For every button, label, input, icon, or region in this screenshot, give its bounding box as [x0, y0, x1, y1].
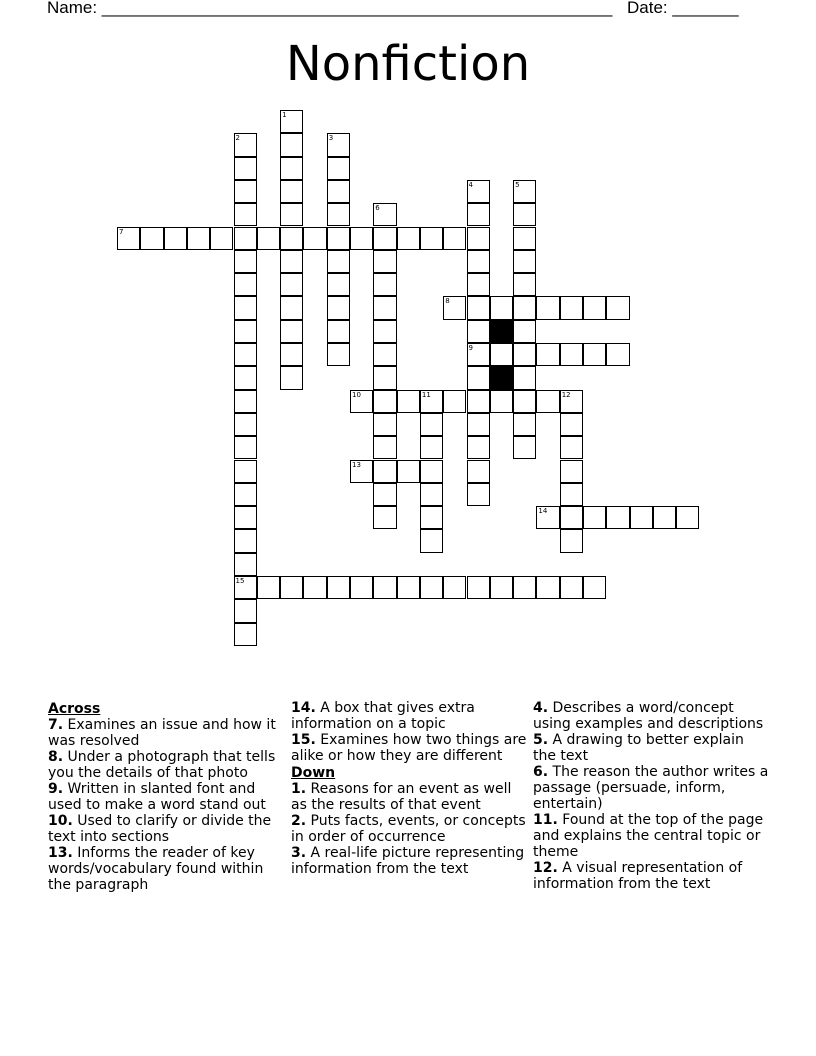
blocked-cell	[490, 320, 513, 343]
crossword-cell[interactable]	[467, 273, 490, 296]
crossword-cell[interactable]	[467, 296, 490, 319]
clue-text: The reason the author writes a passage (persuade, inform, entertain)	[533, 764, 769, 812]
clue-text: Found at the top of the page and explains the central topic or theme	[533, 812, 764, 860]
crossword-cell[interactable]	[513, 320, 536, 343]
crossword-cell[interactable]	[397, 576, 420, 599]
crossword-cell[interactable]	[560, 343, 583, 366]
crossword-cell[interactable]	[234, 366, 257, 389]
crossword-cell[interactable]	[327, 273, 350, 296]
name-field-label[interactable]: Name: ______________________________________________________	[47, 0, 613, 17]
crossword-cell[interactable]	[420, 529, 443, 552]
crossword-cell[interactable]	[234, 250, 257, 273]
down-clue	[533, 860, 769, 892]
clue-text: Describes a word/concept using examples and descriptions	[533, 700, 764, 732]
clue-text: Reasons for an event as well as the results of that event	[291, 781, 512, 813]
crossword-cell[interactable]	[583, 343, 606, 366]
clue-text: Written in slanted font and used to make a word stand out	[48, 781, 266, 813]
crossword-cell[interactable]	[467, 483, 490, 506]
crossword-cell[interactable]	[373, 413, 396, 436]
crossword-cell[interactable]	[490, 576, 513, 599]
crossword-cell[interactable]	[467, 227, 490, 250]
clue-text: Informs the reader of key words/vocabulary found within the paragraph	[48, 845, 264, 893]
crossword-cell[interactable]	[257, 576, 280, 599]
down-clue-list-continued	[533, 700, 769, 892]
crossword-cell[interactable]	[373, 250, 396, 273]
crossword-cell[interactable]	[467, 460, 490, 483]
clue-number-label: 15.	[291, 732, 316, 748]
crossword-cell[interactable]	[373, 506, 396, 529]
crossword-cell[interactable]	[234, 227, 257, 250]
crossword-cell[interactable]	[280, 250, 303, 273]
crossword-cell[interactable]	[560, 390, 583, 413]
clue-text: Examines an issue and how it was resolved	[48, 717, 276, 749]
crossword-cell[interactable]	[327, 320, 350, 343]
crossword-cell[interactable]	[373, 460, 396, 483]
clue-number: 8	[445, 297, 450, 306]
crossword-cell[interactable]	[443, 576, 466, 599]
crossword-cell[interactable]	[327, 157, 350, 180]
crossword-cell[interactable]	[280, 320, 303, 343]
crossword-cell[interactable]	[513, 413, 536, 436]
crossword-cell[interactable]	[327, 250, 350, 273]
crossword-cell[interactable]	[420, 390, 443, 413]
crossword-cell[interactable]	[490, 343, 513, 366]
crossword-cell[interactable]	[560, 529, 583, 552]
clue-text: Under a photograph that tells you the details of that photo	[48, 749, 276, 781]
clue-text: Puts facts, events, or concepts in order of occurrence	[291, 813, 526, 845]
crossword-cell[interactable]	[467, 320, 490, 343]
clue-number: 13	[352, 460, 361, 469]
crossword-cell[interactable]	[234, 203, 257, 226]
crossword-cell[interactable]	[280, 296, 303, 319]
crossword-cell[interactable]	[513, 296, 536, 319]
clue-number-label: 4.	[533, 700, 549, 716]
crossword-cell[interactable]	[350, 390, 373, 413]
crossword-cell[interactable]	[676, 506, 699, 529]
crossword-cell[interactable]	[467, 180, 490, 203]
crossword-cell[interactable]	[583, 576, 606, 599]
crossword-cell[interactable]	[397, 390, 420, 413]
crossword-cell[interactable]	[327, 296, 350, 319]
crossword-cell[interactable]	[467, 250, 490, 273]
crossword-cell[interactable]	[583, 506, 606, 529]
crossword-cell[interactable]	[560, 460, 583, 483]
crossword-cell[interactable]	[420, 227, 443, 250]
crossword-cell[interactable]	[536, 343, 559, 366]
crossword-cell[interactable]	[234, 390, 257, 413]
crossword-cell[interactable]	[467, 366, 490, 389]
down-clue-list	[291, 781, 527, 877]
crossword-cell[interactable]	[303, 576, 326, 599]
crossword-cell[interactable]	[327, 203, 350, 226]
crossword-cell[interactable]	[536, 506, 559, 529]
clue-number: 1	[282, 111, 287, 119]
crossword-cell[interactable]	[280, 203, 303, 226]
date-field-label[interactable]: Date: _______	[627, 0, 739, 17]
crossword-cell[interactable]	[234, 599, 257, 622]
crossword-cell[interactable]	[467, 576, 490, 599]
crossword-cell[interactable]	[234, 506, 257, 529]
across-clue	[48, 717, 284, 749]
crossword-cell[interactable]	[560, 296, 583, 319]
clue-number: 10	[352, 390, 361, 399]
crossword-cell[interactable]	[420, 460, 443, 483]
clue-text: A real-life picture representing information from the text	[291, 845, 525, 877]
crossword-cell[interactable]	[513, 576, 536, 599]
crossword-cell[interactable]	[606, 506, 629, 529]
crossword-cell[interactable]	[303, 227, 326, 250]
clue-number-label: 3.	[291, 845, 307, 861]
crossword-cell[interactable]	[443, 390, 466, 413]
crossword-cell[interactable]	[420, 413, 443, 436]
crossword-cell[interactable]	[373, 203, 396, 226]
clue-number-label: 7.	[48, 717, 64, 733]
crossword-cell[interactable]	[373, 483, 396, 506]
crossword-cell[interactable]	[234, 483, 257, 506]
across-clue	[291, 732, 527, 764]
crossword-cell[interactable]	[234, 413, 257, 436]
clue-number-label: 12.	[533, 860, 558, 876]
crossword-cell[interactable]	[280, 227, 303, 250]
clue-text: Examines how two things are alike or how they are different	[291, 732, 527, 764]
crossword-cell[interactable]	[467, 436, 490, 459]
crossword-cell[interactable]	[234, 436, 257, 459]
crossword-cell[interactable]	[373, 390, 396, 413]
clue-number: 5	[515, 180, 520, 189]
crossword-cell[interactable]	[280, 343, 303, 366]
crossword-cell[interactable]	[373, 273, 396, 296]
across-clue	[48, 845, 284, 893]
blocked-cell	[490, 366, 513, 389]
down-clue	[291, 781, 527, 813]
crossword-cell[interactable]	[373, 343, 396, 366]
clue-number-label: 11.	[533, 812, 558, 828]
clue-number: 7	[119, 227, 124, 236]
across-clue	[48, 813, 284, 845]
clue-text: A drawing to better explain the text	[533, 732, 744, 764]
crossword-cell[interactable]	[513, 250, 536, 273]
crossword-cell[interactable]	[257, 227, 280, 250]
crossword-cell[interactable]	[513, 203, 536, 226]
crossword-cell[interactable]	[187, 227, 210, 250]
down-clue	[291, 813, 527, 845]
across-clue-list	[48, 717, 284, 893]
down-clue	[533, 732, 769, 764]
clue-number-label: 5.	[533, 732, 549, 748]
crossword-cell[interactable]	[234, 529, 257, 552]
crossword-cell[interactable]	[443, 227, 466, 250]
crossword-cell[interactable]	[513, 343, 536, 366]
crossword-cell[interactable]	[234, 320, 257, 343]
crossword-cell[interactable]	[467, 390, 490, 413]
clue-number: 15	[235, 577, 245, 585]
clue-number-label: 10.	[48, 813, 73, 829]
crossword-cell[interactable]	[560, 436, 583, 459]
crossword-cell[interactable]	[234, 623, 257, 646]
down-clue	[533, 700, 769, 732]
crossword-cell[interactable]	[327, 576, 350, 599]
crossword-cell[interactable]	[513, 227, 536, 250]
crossword-cell[interactable]	[373, 227, 396, 250]
clue-number-label: 8.	[48, 749, 64, 765]
crossword-cell[interactable]	[467, 343, 490, 366]
crossword-cell[interactable]	[280, 157, 303, 180]
crossword-cell[interactable]	[560, 483, 583, 506]
clue-text: A visual representation of information from the text	[533, 860, 743, 892]
crossword-cell[interactable]	[420, 506, 443, 529]
across-clue	[48, 749, 284, 781]
crossword-cell[interactable]	[373, 296, 396, 319]
crossword-cell[interactable]	[350, 576, 373, 599]
across-clue	[291, 700, 527, 732]
crossword-cell[interactable]	[630, 506, 653, 529]
crossword-cell[interactable]	[373, 320, 396, 343]
crossword-cell[interactable]	[397, 227, 420, 250]
crossword-cell[interactable]	[327, 227, 350, 250]
crossword-cell[interactable]	[513, 436, 536, 459]
crossword-cell[interactable]	[280, 273, 303, 296]
clue-number: 11	[421, 390, 431, 399]
clue-number: 3	[328, 134, 334, 143]
crossword-cell[interactable]	[350, 227, 373, 250]
across-clue	[48, 781, 284, 813]
crossword-cell[interactable]	[606, 343, 629, 366]
clue-number-label: 14.	[291, 700, 316, 716]
crossword-cell[interactable]	[536, 576, 559, 599]
clue-number-label: 1.	[291, 781, 307, 797]
clue-number-label: 13.	[48, 845, 73, 861]
crossword-cell[interactable]	[234, 460, 257, 483]
crossword-cell[interactable]	[280, 366, 303, 389]
crossword-cell[interactable]	[560, 413, 583, 436]
crossword-cell[interactable]	[164, 227, 187, 250]
down-heading: Down	[291, 765, 336, 781]
crossword-cell[interactable]	[327, 180, 350, 203]
crossword-cell[interactable]	[210, 227, 233, 250]
clues-column-3	[533, 700, 769, 892]
crossword-cell[interactable]	[234, 296, 257, 319]
crossword-cell[interactable]	[234, 553, 257, 576]
clue-number-label: 6.	[533, 764, 549, 780]
crossword-cell[interactable]	[350, 460, 373, 483]
crossword-cell[interactable]	[234, 133, 257, 156]
crossword-cell[interactable]	[234, 180, 257, 203]
down-clue	[533, 812, 769, 860]
crossword-cell[interactable]	[234, 273, 257, 296]
crossword-cell[interactable]	[140, 227, 163, 250]
clue-number: 4	[468, 180, 473, 189]
crossword-cell[interactable]	[280, 110, 303, 133]
crossword-cell[interactable]	[280, 180, 303, 203]
crossword-cell[interactable]	[397, 460, 420, 483]
crossword-cell[interactable]	[490, 390, 513, 413]
clue-number: 6	[375, 204, 380, 213]
crossword-cell[interactable]	[327, 133, 350, 156]
crossword-cell[interactable]	[653, 506, 676, 529]
crossword-cell[interactable]	[513, 273, 536, 296]
crossword-cell[interactable]	[536, 390, 559, 413]
crossword-cell[interactable]	[234, 343, 257, 366]
puzzle-title: Nonfiction	[285, 36, 531, 92]
crossword-cell[interactable]	[606, 296, 629, 319]
crossword-cell[interactable]	[560, 576, 583, 599]
crossword-cell[interactable]	[583, 296, 606, 319]
clue-number: 14	[538, 507, 548, 516]
across-clue-list-continued	[291, 700, 527, 764]
crossword-cell[interactable]	[373, 436, 396, 459]
down-clue	[291, 845, 527, 877]
crossword-cell[interactable]	[513, 366, 536, 389]
crossword-cell[interactable]	[467, 413, 490, 436]
clue-number: 2	[235, 134, 240, 143]
crossword-cell[interactable]	[420, 576, 443, 599]
clue-text: A box that gives extra information on a topic	[291, 700, 475, 732]
crossword-cell[interactable]	[467, 203, 490, 226]
crossword-cell[interactable]	[513, 390, 536, 413]
across-heading: Across	[48, 701, 101, 717]
clue-number: 9	[468, 344, 473, 352]
crossword-cell[interactable]	[513, 180, 536, 203]
clue-text: Used to clarify or divide the text into sections	[48, 813, 272, 845]
clues-column-2	[291, 700, 527, 877]
crossword-cell[interactable]	[117, 227, 140, 250]
clue-number-label: 2.	[291, 813, 307, 829]
crossword-cell[interactable]	[490, 296, 513, 319]
down-clue	[533, 764, 769, 812]
crossword-cell[interactable]	[280, 133, 303, 156]
clue-number: 12	[561, 390, 571, 399]
crossword-cell[interactable]	[234, 157, 257, 180]
crossword-cell[interactable]	[327, 343, 350, 366]
crossword-cell[interactable]	[536, 296, 559, 319]
crossword-cell[interactable]	[234, 576, 257, 599]
crossword-cell[interactable]	[280, 576, 303, 599]
crossword-cell[interactable]	[373, 576, 396, 599]
crossword-cell[interactable]	[443, 296, 466, 319]
clue-number-label: 9.	[48, 781, 64, 797]
clues-column-1	[48, 700, 284, 893]
crossword-cell[interactable]	[373, 366, 396, 389]
crossword-cell[interactable]	[560, 506, 583, 529]
crossword-cell[interactable]	[420, 436, 443, 459]
crossword-cell[interactable]	[420, 483, 443, 506]
